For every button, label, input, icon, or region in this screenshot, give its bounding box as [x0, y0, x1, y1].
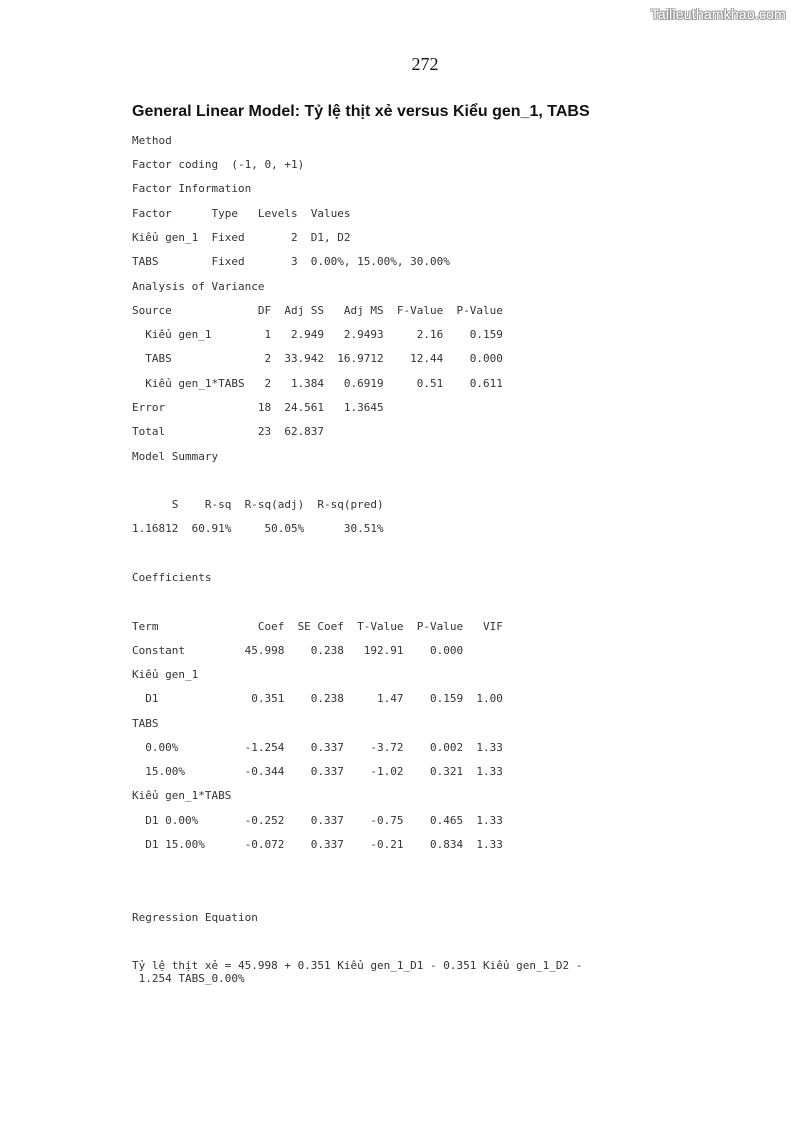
- output-line: Kiểu gen_1*TABS: [132, 789, 232, 802]
- output-line: Coefficients: [132, 571, 212, 584]
- output-line: TABS: [132, 717, 159, 730]
- output-line: Factor Information: [132, 182, 252, 195]
- output-line: Term Coef SE Coef T-Value P-Value VIF: [132, 620, 503, 633]
- output-line: Analysis of Variance: [132, 280, 265, 293]
- output-line: Kiểu gen_1 1 2.949 2.9493 2.16 0.159: [132, 328, 503, 341]
- watermark: Tailieuthamkhao.com: [650, 6, 786, 22]
- output-line: Model Summary: [132, 450, 219, 463]
- output-line: Kiểu gen_1 Fixed 2 D1, D2: [132, 231, 351, 244]
- output-line: Tỷ lệ thịt xẻ = 45.998 + 0.351 Kiểu gen_1_D1 - 0.351 Kiểu gen_1_D2 -: [132, 959, 583, 972]
- output-line: D1 0.00% -0.252 0.337 -0.75 0.465 1.33: [132, 814, 503, 827]
- page-number: 272: [411, 54, 439, 74]
- output-line: S R-sq R-sq(adj) R-sq(pred): [132, 498, 384, 511]
- output-line: Source DF Adj SS Adj MS F-Value P-Value: [132, 304, 503, 317]
- output-line: 1.16812 60.91% 50.05% 30.51%: [132, 522, 384, 535]
- output-line: TABS Fixed 3 0.00%, 15.00%, 30.00%: [132, 255, 450, 268]
- output-line: 15.00% -0.344 0.337 -1.02 0.321 1.33: [132, 765, 503, 778]
- output-line: Error 18 24.561 1.3645: [132, 401, 384, 414]
- output-line: D1 15.00% -0.072 0.337 -0.21 0.834 1.33: [132, 838, 503, 851]
- output-line: Kiểu gen_1*TABS 2 1.384 0.6919 0.51 0.611: [132, 377, 503, 390]
- output-line: Regression Equation: [132, 911, 258, 924]
- output-line: Total 23 62.837: [132, 425, 325, 438]
- output-line: Constant 45.998 0.238 192.91 0.000: [132, 644, 464, 657]
- output-line: Method: [132, 134, 172, 147]
- output-line: Factor coding (-1, 0, +1): [132, 158, 305, 171]
- output-line: Kiểu gen_1: [132, 668, 199, 681]
- output-line: TABS 2 33.942 16.9712 12.44 0.000: [132, 352, 503, 365]
- output-line: Factor Type Levels Values: [132, 207, 351, 220]
- output-line: 0.00% -1.254 0.337 -3.72 0.002 1.33: [132, 741, 503, 754]
- page-title: General Linear Model: Tỷ lệ thịt xẻ versus Kiểu gen_1, TABS: [132, 103, 590, 120]
- output-line: D1 0.351 0.238 1.47 0.159 1.00: [132, 692, 503, 705]
- output-line: 1.254 TABS_0.00%: [132, 972, 245, 985]
